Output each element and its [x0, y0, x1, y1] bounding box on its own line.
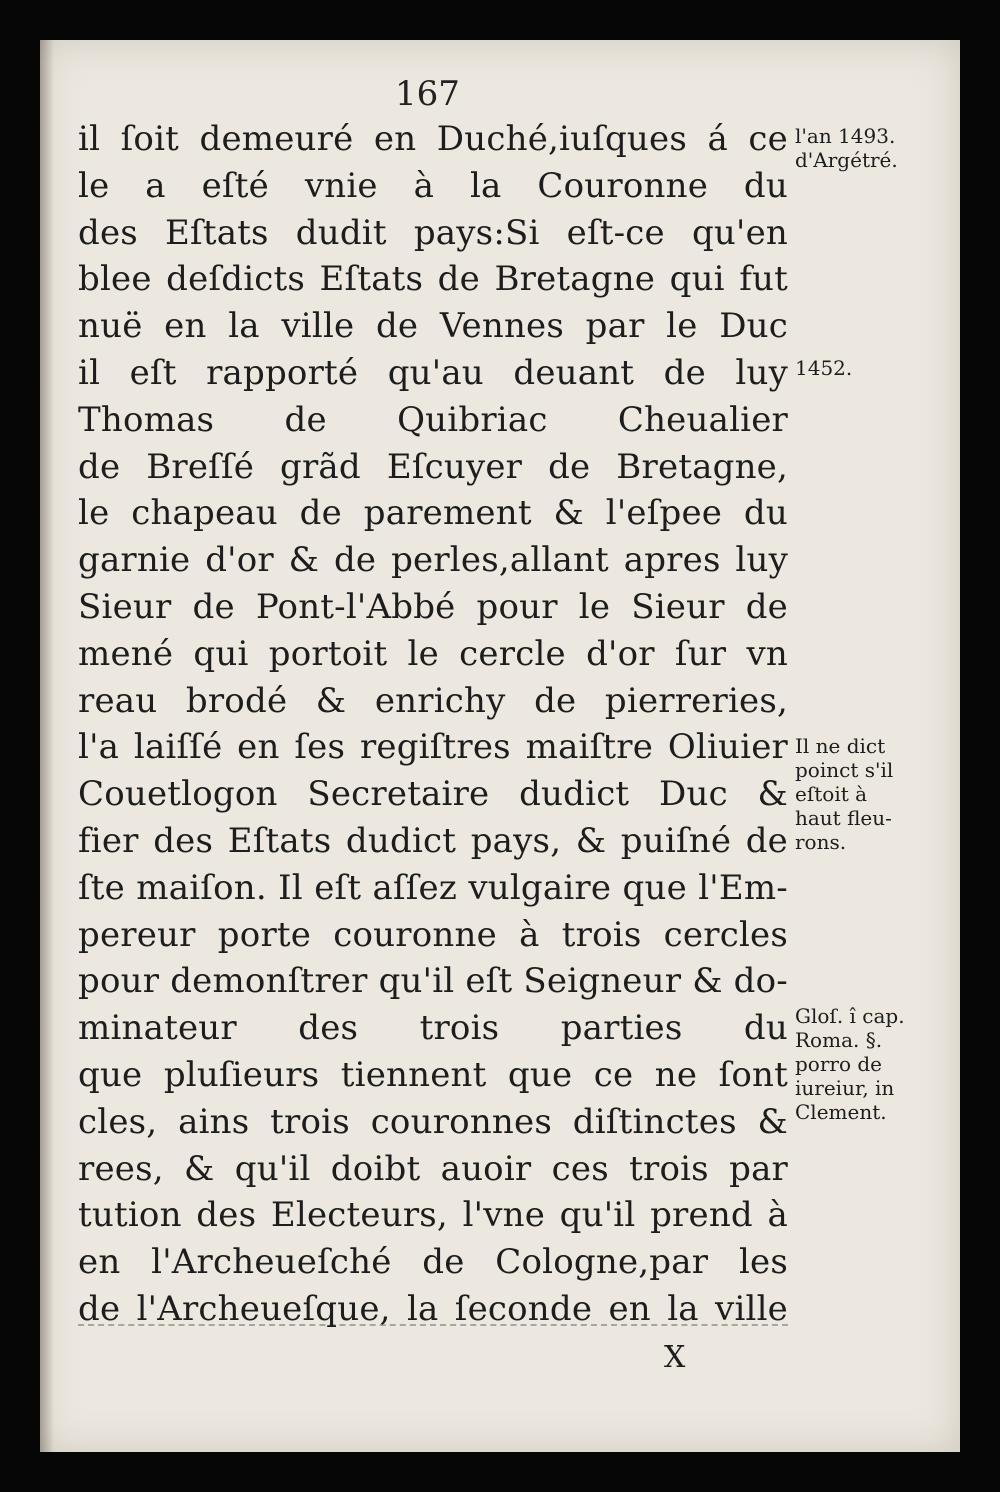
text-line: pour demonſtrer qu'il eſt Seigneur & do- — [78, 961, 788, 1002]
margin-note-year — [795, 356, 930, 380]
margin-note-line: Clement. — [795, 1100, 887, 1124]
margin-note-line: iureiur, in — [795, 1076, 895, 1100]
margin-note-gloss — [795, 1004, 930, 1124]
body-text — [78, 116, 788, 1333]
text-line: pereur porte couronne à trois cercles — [78, 914, 788, 955]
text-line: tution des Electeurs, l'vne qu'il prend à — [78, 1195, 788, 1236]
text-line: Sieur de Pont-l'Abbé pour le Sieur de — [78, 586, 788, 627]
margin-note-line: Gloſ. î cap. — [795, 1004, 905, 1028]
text-line: reau brodé & enrichy de pierreries, — [78, 680, 788, 721]
text-line: blee deſdicts Eſtats de Bretagne qui fut — [78, 259, 788, 300]
margin-note-line: eſtoit à — [795, 782, 868, 806]
text-line: il eſt rapporté qu'au deuant de luy — [78, 352, 788, 393]
text-line: nuë en la ville de Vennes par le Duc — [78, 306, 788, 347]
text-line: fier des Eſtats dudict pays, & puiſné de — [78, 820, 788, 861]
bottom-rule — [78, 1324, 788, 1334]
text-line: le a eſté vnie à la Couronne du — [78, 165, 788, 206]
margin-note-line: poinct s'il — [795, 758, 894, 782]
margin-note-line: Roma. §. — [795, 1028, 883, 1052]
signature-mark: X — [664, 1340, 686, 1375]
margin-note-line: l'an 1493. — [795, 124, 896, 148]
text-line: en l'Archeueſché de Cologne,par les — [78, 1242, 788, 1283]
text-line: Couetlogon Secretaire dudict Duc & — [78, 774, 788, 815]
margin-note-fleurons — [795, 734, 930, 854]
margin-note-line: 1452. — [795, 356, 853, 380]
text-line: des Eſtats dudit pays:Si eſt-ce qu'en — [78, 212, 788, 253]
text-line: cles, ains trois couronnes diſtinctes & — [78, 1101, 788, 1142]
text-line: rees, & qu'il doibt auoir ces trois par — [78, 1148, 788, 1189]
text-line: l'a laiſſé en ſes regiſtres maiſtre Oliuier — [78, 727, 788, 768]
margin-note-date — [795, 124, 930, 172]
text-line: Thomas de Quibriac Cheualier — [78, 399, 788, 440]
page-number: 167 — [395, 74, 460, 114]
margin-note-line: Il ne dict — [795, 734, 886, 758]
text-line: garnie d'or & de perles,allant apres luy — [78, 540, 788, 581]
margin-note-line: rons. — [795, 830, 847, 854]
margin-note-line: d'Argétré. — [795, 148, 898, 172]
text-line: le chapeau de parement & l'eſpee du — [78, 493, 788, 534]
text-line: de Breſſé grãd Eſcuyer de Bretagne, — [78, 446, 788, 487]
text-line: ſte maiſon. Il eſt aſſez vulgaire que l'Em- — [78, 867, 788, 908]
text-line: mené qui portoit le cercle d'or ſur vn — [78, 633, 788, 674]
text-line: il ſoit demeuré en Duché,iuſques á ce — [78, 119, 788, 159]
text-line: de l'Archeueſque, la ſeconde en la ville — [78, 1288, 788, 1329]
text-line: que pluſieurs tiennent que ce ne ſont — [78, 1054, 788, 1095]
text-line: minateur des trois parties du — [78, 1008, 788, 1049]
margin-note-line: haut fleu- — [795, 806, 892, 830]
page-gutter-shadow — [40, 40, 54, 1452]
margin-note-line: porro de — [795, 1052, 883, 1076]
